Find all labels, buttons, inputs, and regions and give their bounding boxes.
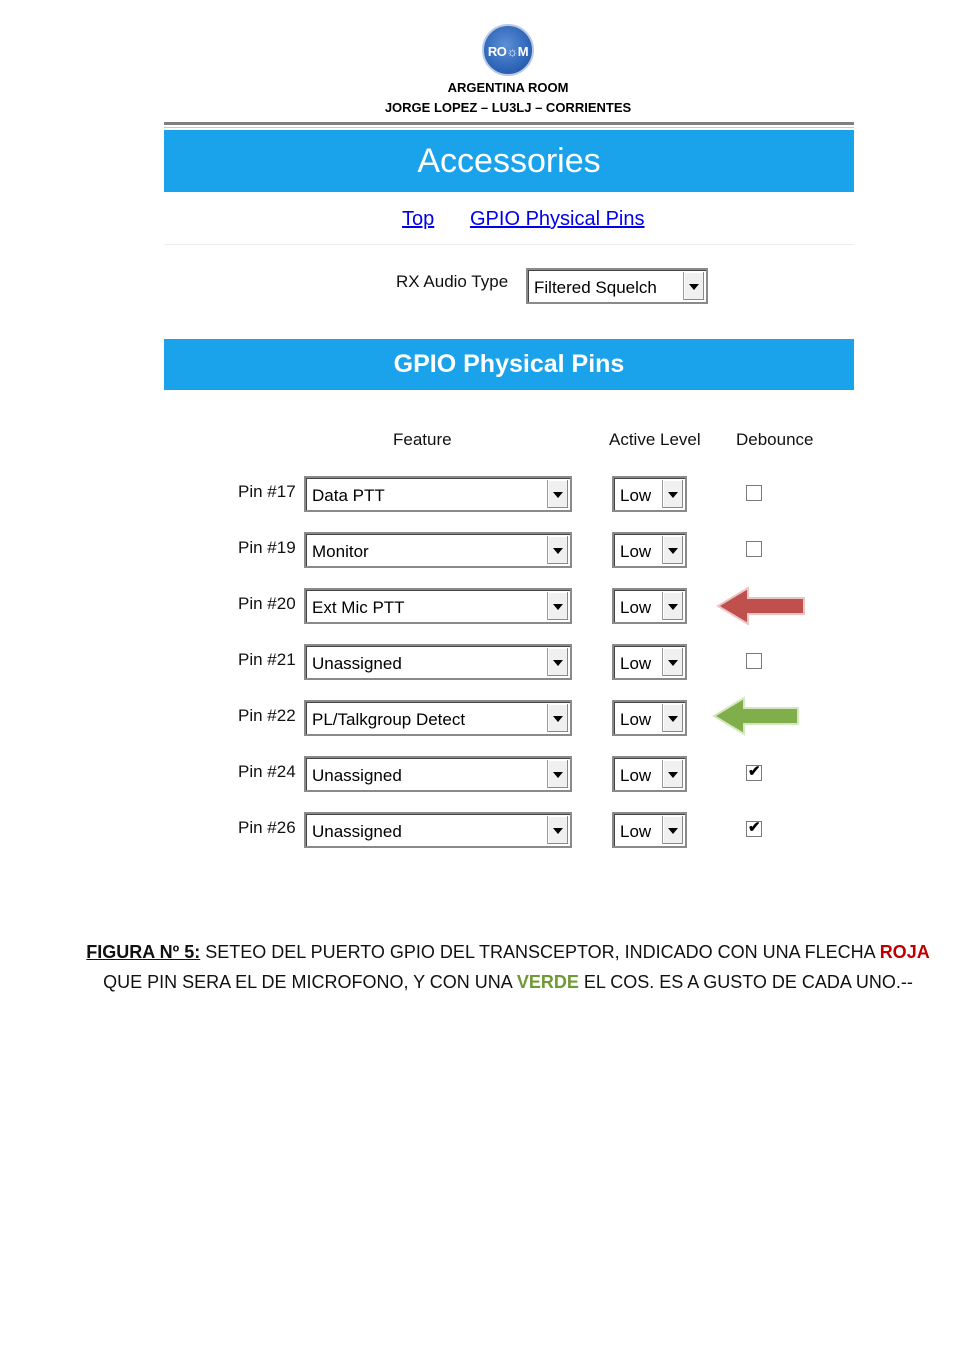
column-header-active-level: Active Level: [609, 430, 701, 449]
accessories-banner: Accessories: [164, 130, 854, 192]
chevron-down-icon[interactable]: [662, 648, 683, 676]
author-line: JORGE LOPEZ – LU3LJ – CORRIENTES: [384, 100, 632, 115]
chevron-down-icon[interactable]: [662, 816, 683, 844]
feature-select[interactable]: [304, 532, 572, 568]
active-level-select[interactable]: [612, 532, 687, 568]
feature-select[interactable]: [304, 812, 572, 848]
logo-lettering: RO☼M: [487, 44, 529, 59]
active-level-select[interactable]: [612, 644, 687, 680]
figure-caption-line2: [0, 972, 970, 993]
panel-top-border-thin: [164, 127, 854, 128]
active-level-value: Low: [620, 822, 652, 841]
active-level-select[interactable]: [612, 588, 687, 624]
debounce-checkbox[interactable]: [746, 653, 762, 669]
caption-red-word: ROJA: [879, 942, 930, 962]
active-level-value: Low: [620, 486, 652, 505]
column-header-feature: Feature: [393, 430, 452, 449]
chevron-down-icon[interactable]: [547, 592, 568, 620]
pin-label: Pin #20: [238, 594, 296, 613]
chevron-down-icon[interactable]: [662, 480, 683, 508]
pin-label: Pin #17: [238, 482, 296, 501]
debounce-checkbox[interactable]: [746, 541, 762, 557]
figure-caption-line1: [0, 942, 970, 963]
gpio-banner: GPIO Physical Pins: [164, 339, 854, 390]
debounce-checkbox[interactable]: [746, 765, 762, 781]
feature-select[interactable]: [304, 588, 572, 624]
active-level-select[interactable]: [612, 476, 687, 512]
active-level-select[interactable]: [612, 812, 687, 848]
pin-label: Pin #24: [238, 762, 296, 781]
room-logo: [482, 24, 534, 76]
debounce-checkbox[interactable]: [746, 485, 762, 501]
caption-text3: EL COS. ES A GUSTO DE CADA UNO.--: [578, 972, 913, 992]
feature-select[interactable]: [304, 756, 572, 792]
rx-audio-select[interactable]: [526, 268, 708, 304]
chevron-down-icon[interactable]: [662, 704, 683, 732]
rx-audio-label: RX Audio Type: [396, 272, 509, 291]
active-level-value: Low: [620, 654, 652, 673]
pin-label: Pin #19: [238, 538, 296, 557]
feature-value: Unassigned: [312, 822, 402, 841]
feature-select[interactable]: [304, 700, 572, 736]
check-mark-icon: ✔: [748, 819, 761, 836]
caption-text1: SETEO DEL PUERTO GPIO DEL TRANSCEPTOR, INDICADO CON UNA FLECHA: [200, 942, 880, 962]
feature-value: Unassigned: [312, 654, 402, 673]
feature-value: PL/Talkgroup Detect: [312, 710, 466, 729]
active-level-value: Low: [620, 766, 652, 785]
active-level-select[interactable]: [612, 700, 687, 736]
column-header-debounce: Debounce: [736, 430, 814, 449]
figure-label: FIGURA Nº 5:: [86, 942, 201, 962]
pin-label: Pin #21: [238, 650, 296, 669]
divider: [164, 244, 854, 245]
feature-select[interactable]: [304, 476, 572, 512]
green-arrow-icon: [712, 696, 804, 736]
chevron-down-icon[interactable]: [662, 592, 683, 620]
chevron-down-icon[interactable]: [662, 760, 683, 788]
active-level-value: Low: [620, 598, 652, 617]
pin-label: Pin #26: [238, 818, 296, 837]
panel-top-border: [164, 122, 854, 125]
chevron-down-icon[interactable]: [547, 480, 568, 508]
active-level-value: Low: [620, 710, 652, 729]
pin-label: Pin #22: [238, 706, 296, 725]
nav-link-top[interactable]: Top: [402, 208, 435, 230]
feature-select[interactable]: [304, 644, 572, 680]
chevron-down-icon[interactable]: [662, 536, 683, 564]
active-level-value: Low: [620, 542, 652, 561]
chevron-down-icon[interactable]: [547, 816, 568, 844]
feature-value: Ext Mic PTT: [312, 598, 405, 617]
caption-text2: QUE PIN SERA EL DE MICROFONO, Y CON UNA: [103, 972, 517, 992]
chevron-down-icon[interactable]: [547, 536, 568, 564]
chevron-down-icon[interactable]: [683, 272, 704, 300]
org-name: ARGENTINA ROOM: [447, 80, 569, 95]
chevron-down-icon[interactable]: [547, 648, 568, 676]
feature-value: Unassigned: [312, 766, 402, 785]
red-arrow-icon: [716, 586, 808, 626]
rx-audio-value: Filtered Squelch: [534, 278, 657, 297]
nav-link-gpio[interactable]: GPIO Physical Pins: [470, 208, 645, 230]
active-level-select[interactable]: [612, 756, 687, 792]
feature-value: Monitor: [312, 542, 369, 561]
chevron-down-icon[interactable]: [547, 760, 568, 788]
caption-green-word: VERDE: [516, 972, 579, 992]
check-mark-icon: ✔: [748, 763, 761, 780]
feature-value: Data PTT: [312, 486, 385, 505]
debounce-checkbox[interactable]: [746, 821, 762, 837]
chevron-down-icon[interactable]: [547, 704, 568, 732]
